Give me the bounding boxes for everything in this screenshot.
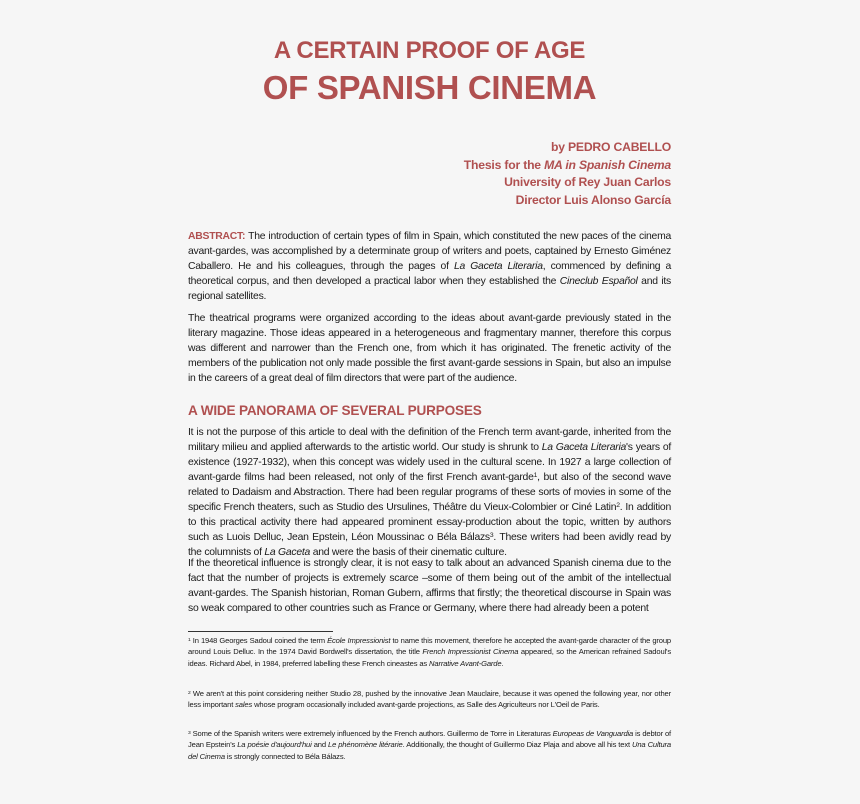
body-italic: La Gaceta [264,547,311,558]
footnote-ref-1[interactable]: 1 [533,471,538,479]
author-name: PEDRO CABELLO [567,140,671,154]
footnote-2 [188,688,671,711]
author-line [464,139,671,157]
footnote-ref-3[interactable]: 3 [489,531,494,539]
body-text: It is not the purpose of this article to deal with the definition of the French term avant-garde, inherited from the military milieu and applied afterwards to the artistic world. Our study is shrunk to [188,427,671,453]
title-line-1: A CERTAIN PROOF OF AGE [273,37,586,64]
abstract-italic: Cineclub Español [559,276,638,287]
footnote-text: . Additionally, the thought of Guillermo Diaz Plaja and above all his text [402,740,633,750]
body-text: . In addition to this practical activity there had appeared prominent essay-production about the topic, written by authors such as Luois Delluc, Jean Epstein, Léon Moussinac o Béla Bálazs [188,502,671,543]
body-text: . These writers had been avidly read by the columnists of [188,532,672,558]
title-line-2: OF SPANISH CINEMA [262,69,597,106]
footnote-1 [188,635,671,669]
section-paragraph-1 [188,425,671,560]
footnote-italic: Narrative Avant-Garde [429,658,502,668]
footnote-italic: French Impressionist Cinema [422,647,519,657]
intro-paragraph-2: The theatrical programs were organized according to the ideas about avant-garde previously stated in the literary magazine. Those ideas appeared in a heterogeneous and fragmentary manner, therefore this corpus was different and narrower than the French one, from which it has originated. The frenetic activity of the members of the publication not only made possible the first avant-garde sessions in Spain, but also an impulse in the careers of a great deal of film directors that were part of the audience. [188,313,671,384]
footnote-ref-2[interactable]: 2 [616,501,620,509]
footnote-divider [188,631,333,632]
abstract-paragraph [188,229,671,304]
footnote-italic: École Impressionist [327,636,391,645]
footnote-text: to name this movement, therefore he accepted the avant-garde character of the group around Louis Delluc. In the 1974 David Bordwell's dissertation, the title [188,636,672,657]
abstract-italic: La Gaceta Literaria [453,261,543,272]
body-text: , but also of the second wave related to Dadaism and Abstraction. There had been regular programs of these sorts of movies in some of the specific French theaters, such as Studio des Ursulines, Théâtre du Vieux-Colombier or Ciné Latin [188,472,671,513]
footnote-text: appeared, so the American refrained Sadoul's ideas. Richard Abel, in 1984, preferred labelling these French cineastes as [188,647,671,668]
body-italic: La Gaceta Literaria [541,442,627,453]
footnote-italic: La poésie d'aujourd'hui [237,740,312,750]
thesis-degree: MA in Spanish Cinema [544,157,671,172]
footnote-text: We aren't at this point considering neither Studio 28, pushed by the innovative Jean Mauclaire, because it was opened the following year, nor other less important [188,689,671,710]
footnote-italic: Una Cultura del Cinema [188,740,671,761]
footnote-number: 3 [188,730,191,736]
section-paragraph-2: If the theoretical influence is strongly clear, it is not easy to talk about an advanced Spanish cinema due to the fact that the number of projects is extremely scarce –some of them being out of the ambit of the intellectual avant-gardes. The Spanish historian, Roman Gubern, affirms that firstly; the theoretical discourse in Spain was so weak compared to other countries such as France or Germany, where there had already been a potent [188,558,671,614]
footnote-text: . [501,658,504,668]
body-text: and were the basis of their cinematic culture. [310,547,507,558]
footnote-text: is strongly connected to Béla Bálazs. [224,751,346,761]
footnote-text: is debtor of Jean Epstein's [188,729,671,750]
thesis-line [464,157,671,175]
abstract-text: and its regional satellites. [188,276,671,302]
body-text: 's years of existence (1927-1932), when this concept was widely used in the cultural scene. In 1927 a large collection of avant-garde films had been released, not only of the first French avant-garde [188,442,672,483]
footnote-number: 1 [188,637,191,643]
footnote-3 [188,728,671,762]
thesis-prefix: Thesis for the [463,157,545,172]
footnote-italic: Europeas de Vanguardia [552,729,634,738]
section-heading: A WIDE PANORAMA OF SEVERAL PURPOSES [188,403,482,418]
abstract-label: ABSTRACT: [188,231,246,242]
abstract-text: The introduction of certain types of film in Spain, which constituted the new paces of the cinema avant-gardes, was accomplished by a determinate group of writers and poets, captained by Ernesto Giménez Caballero. He and his colleagues, through the pages of [188,231,671,272]
byline [464,139,671,209]
footnote-text: Some of the Spanish writers were extremely influenced by the French authors. Guillermo de Torre in Literaturas [190,729,553,738]
author-prefix: by [550,140,568,154]
university-line: University of Rey Juan Carlos [504,175,671,189]
footnote-italic: Le phénomène litérarie [328,740,403,750]
abstract-text: , commenced by defining a theoretical corpus, and then developed a practical labor when they established the [188,261,672,287]
footnote-text: In 1948 Georges Sadoul coined the term [190,636,328,645]
footnote-text: and [311,740,329,750]
footnote-italic: sales [235,700,253,710]
footnote-text: whose program occasionally included avant-garde projections, as Salle des Agriculteurs nor L'Oeil de Paris. [252,700,600,710]
footnote-number: 2 [188,690,191,696]
director-line: Director Luis Alonso García [515,192,671,207]
